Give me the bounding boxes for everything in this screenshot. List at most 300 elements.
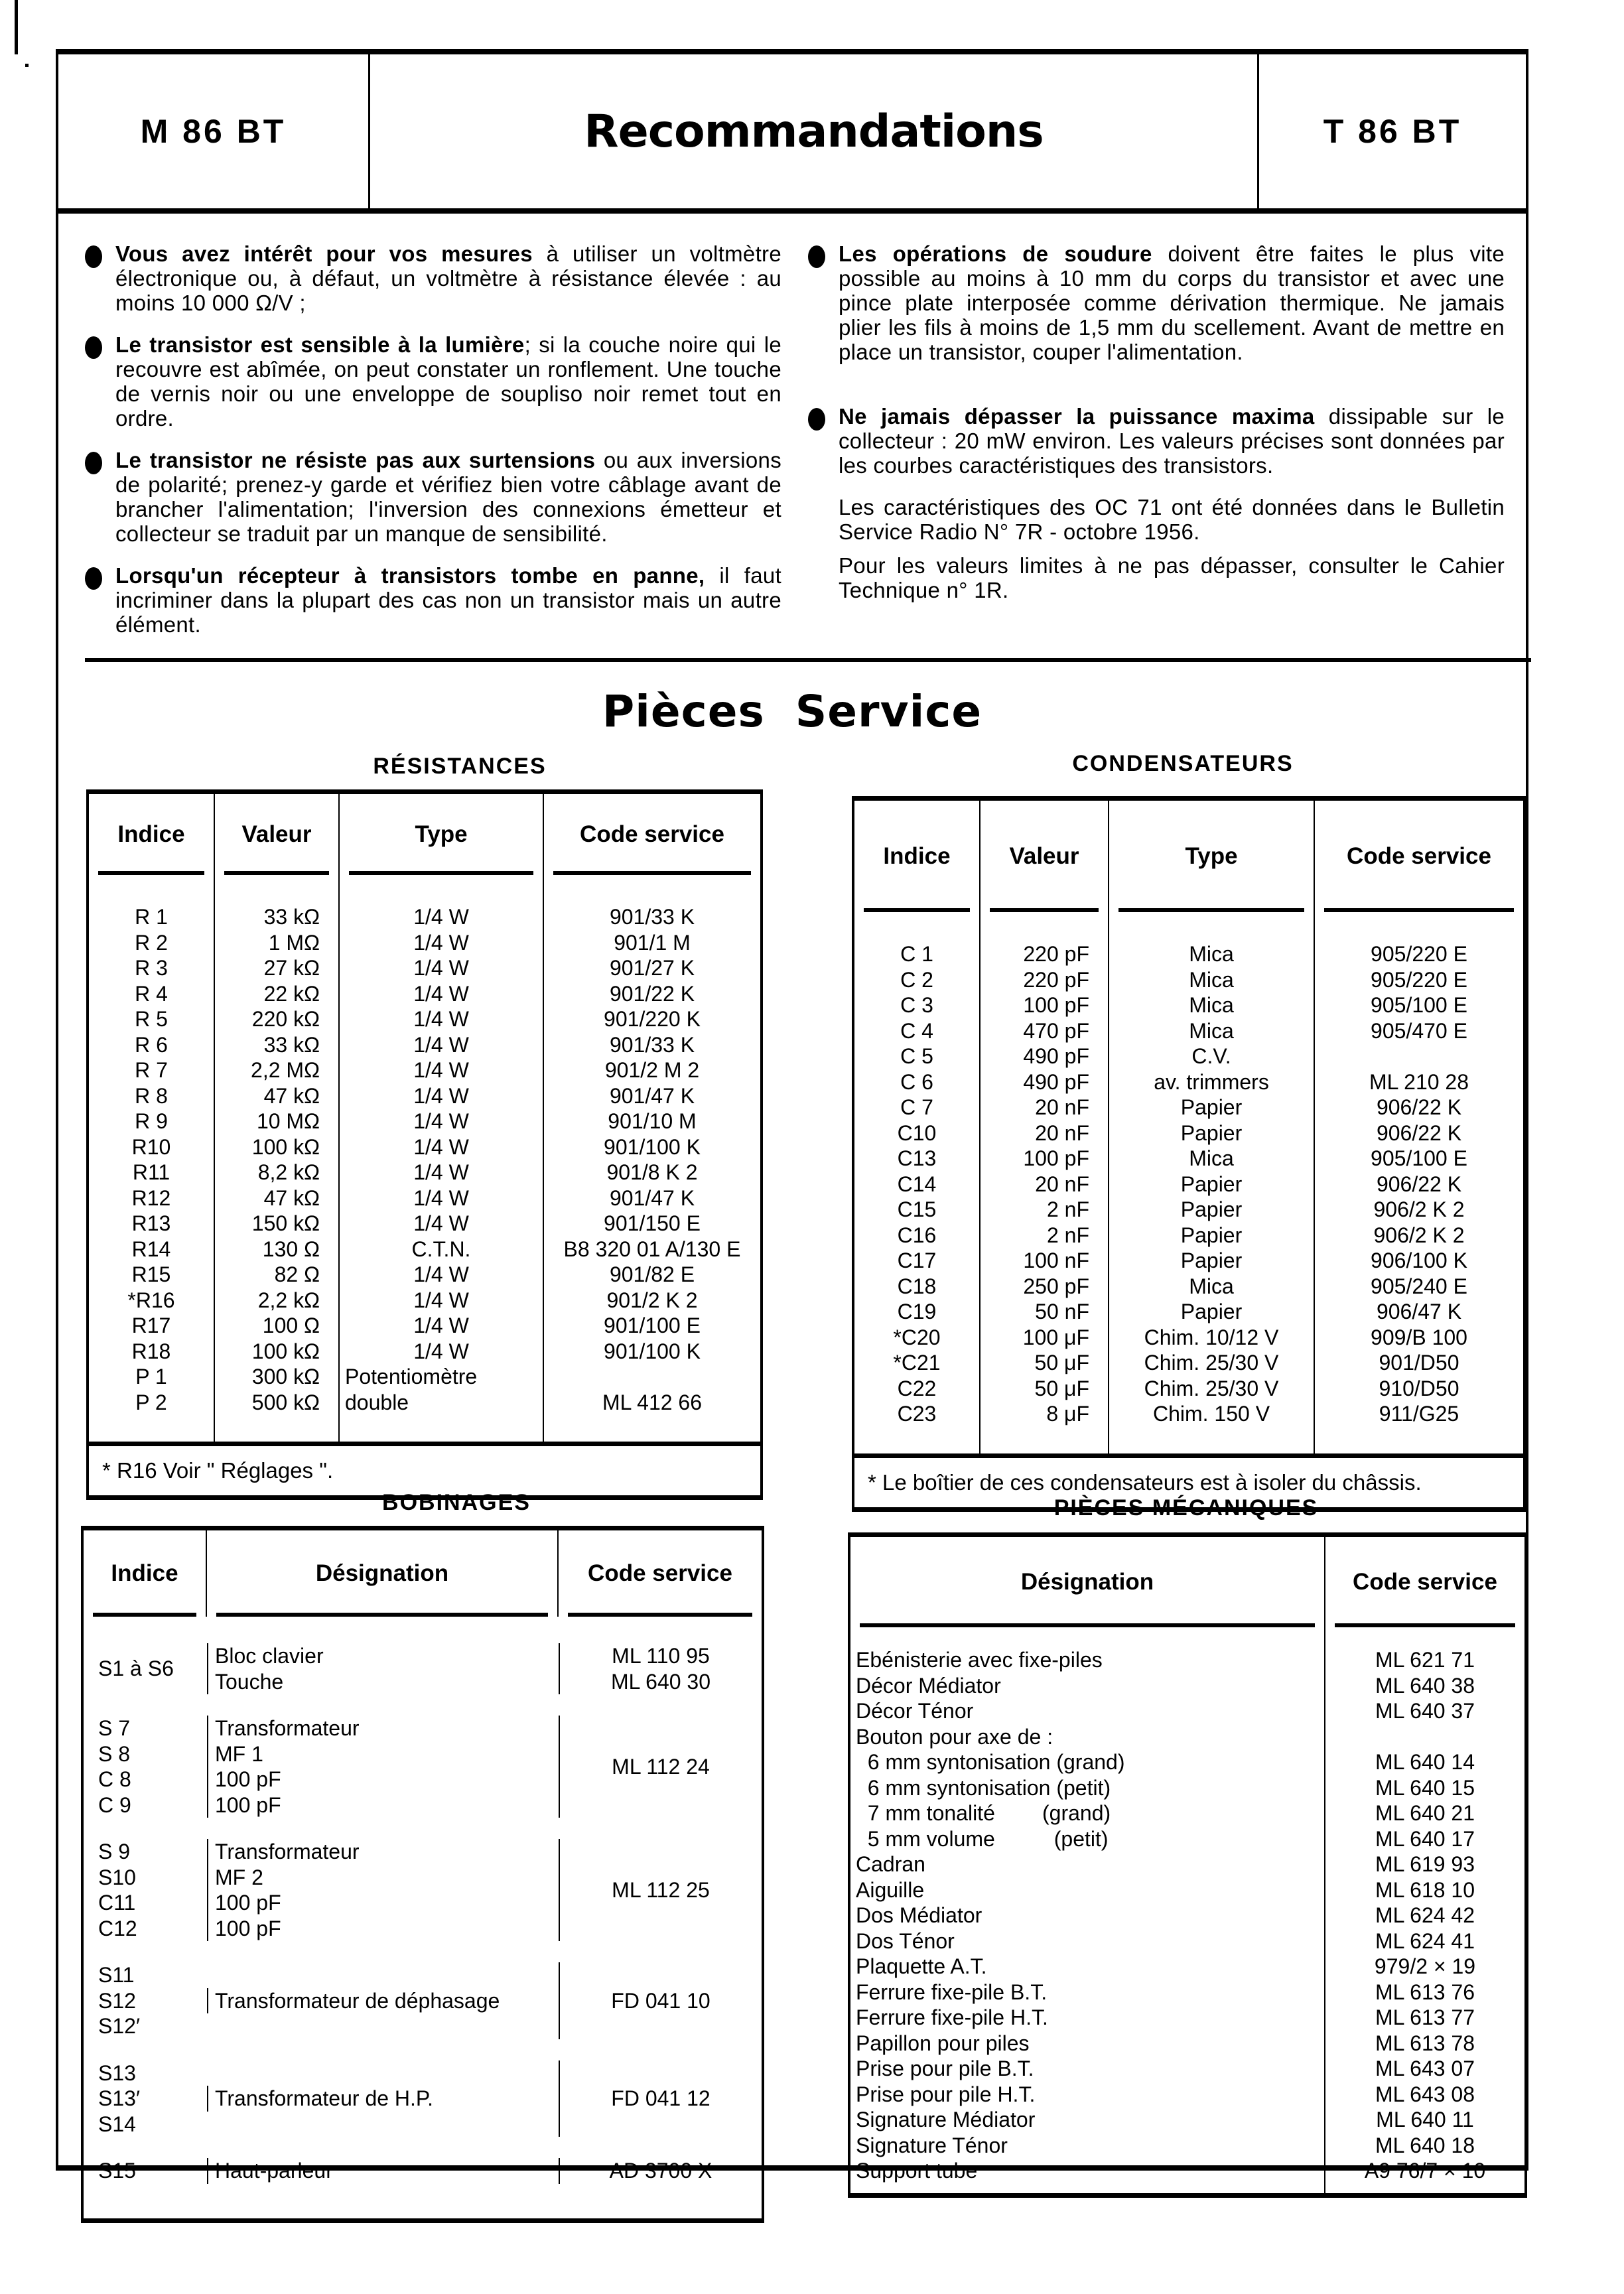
cell-indice: R14 [131, 1237, 171, 1261]
cell-valeur: 250 pF [1023, 1274, 1089, 1298]
cell-code: 905/220 E [1371, 967, 1467, 992]
col-code [1315, 912, 1523, 1453]
cell-valeur: 100 nF [1023, 1248, 1089, 1272]
recommendation-body: à utiliser un voltmètre électronique ou, à défaut, un voltmètre à résistance élevée : au moins 10 000 Ω/V ; [115, 241, 781, 315]
cell-code: 901/100 E [604, 1314, 701, 1337]
cell-indice: C17 [897, 1248, 937, 1272]
cell-designation: MF 1 [215, 1741, 263, 1766]
cell-code [544, 1364, 760, 1390]
col-header-code: Code service [544, 794, 760, 875]
cell-valeur: 2 nF [1046, 1223, 1089, 1247]
cell-valeur: 22 kΩ [263, 981, 320, 1006]
cell-indice: R 1 [135, 905, 168, 929]
cell-indice: P 2 [135, 1390, 167, 1414]
cell-indice: R17 [131, 1314, 171, 1337]
recommendation-body: doivent être faites le plus vite possible au moins à 10 mm du corps du transistor et avec une pince plate interposée comme dérivation thermique. Ne jamais plier les fils à moins de 1,5 mm du scellement. Avant de mettre en place un transistor, couper l'alimentation. [839, 241, 1505, 364]
cell-designation: Touche [215, 1669, 284, 1694]
cell-valeur: 50 nF [1035, 1300, 1089, 1323]
cell-type: Mica [1189, 1146, 1234, 1170]
col-header-indice: Indice [854, 801, 981, 912]
cell-designation: 5 mm volume (petit) [856, 1826, 1109, 1851]
cell-type: Mica [1189, 993, 1234, 1017]
cell-designation: Transformateur de H.P. [215, 2086, 434, 2110]
cell-indice: C22 [897, 1376, 937, 1400]
cell-code: 901/10 M [608, 1109, 697, 1133]
cell-type: 1/4 W [413, 1314, 469, 1337]
cell-code: ML 618 10 [1375, 1877, 1475, 1902]
cell-code: ML 640 18 [1375, 2133, 1475, 2157]
cell-code: 906/2 K 2 [1373, 1197, 1465, 1221]
cell-code: ML 643 07 [1375, 2057, 1475, 2080]
bobinage-group [84, 1716, 762, 1818]
cell-indice: S13 [98, 2060, 136, 2085]
bullet-icon [85, 332, 115, 431]
bobinage-group [84, 1962, 762, 2039]
cell-type: Papier [1180, 1300, 1243, 1323]
bobinages-table [81, 1526, 764, 2223]
scan-edge-mark [15, 0, 18, 54]
cell-code: 901/100 K [604, 1134, 701, 1159]
cell-designation: 6 mm syntonisation (grand) [856, 1750, 1125, 1774]
cell-type: Mica [1189, 942, 1234, 966]
cell-valeur: 220 kΩ [251, 1007, 320, 1031]
cell-indice: S12′ [98, 2014, 140, 2038]
cell-designation: Transformateur [215, 1716, 360, 1740]
cell-code: 901/8 K 2 [606, 1160, 698, 1184]
cell-type: 1/4 W [413, 981, 469, 1006]
cell-type: 1/4 W [413, 1211, 469, 1235]
cell-valeur: 300 kΩ [251, 1365, 320, 1388]
cell-designation: Dos Médiator [856, 1903, 982, 1927]
cell-indice: R 3 [135, 956, 168, 980]
cell-designation: Papillon pour piles [856, 2031, 1030, 2055]
page-title: Recommandations [370, 54, 1259, 208]
cell-type: 1/4 W [413, 1109, 469, 1133]
cell-code: ML 640 21 [1375, 1801, 1475, 1825]
col-type [1109, 912, 1315, 1453]
cell-code: 906/22 K [1376, 1120, 1462, 1145]
col-header-type: Type [1109, 801, 1315, 912]
cell-designation: Transformateur de déphasage [215, 1988, 500, 2013]
cell-type: Chim. 25/30 V [1144, 1351, 1279, 1375]
cell-type: Mica [1189, 1274, 1234, 1298]
cell-designation: 100 pF [215, 1792, 281, 1817]
col-code [544, 875, 760, 1442]
cell-type: Papier [1180, 1095, 1243, 1119]
cell-designation: 6 mm syntonisation (petit) [856, 1775, 1111, 1800]
bobinages-body [84, 1617, 762, 2218]
col-designation [850, 1627, 1325, 2193]
cell-code: A9 76/7 × 10 [1364, 2159, 1486, 2183]
cell-indice: C 9 [98, 1792, 131, 1817]
cell-type: 1/4 W [413, 1007, 469, 1031]
cell-code: ML 624 41 [1375, 1928, 1475, 1953]
cell-designation: Signature Médiator [856, 2108, 1036, 2131]
cell-indice: S11 [98, 1963, 135, 1987]
cell-type: Mica [1189, 1018, 1234, 1043]
cell-indice: C 5 [900, 1044, 933, 1068]
cell-designation: 100 pF [215, 1916, 281, 1940]
cell-valeur: 47 kΩ [263, 1185, 320, 1210]
resistances-body [89, 875, 760, 1442]
cell-code: 901/33 K [609, 1032, 695, 1057]
recommendations [85, 241, 1505, 699]
cell-code: ML 112 24 [612, 1754, 710, 1779]
cell-indice: R15 [131, 1262, 171, 1286]
cell-code [1315, 1044, 1523, 1069]
cell-valeur: 8,2 kΩ [257, 1160, 320, 1184]
recommendation-body: ou aux inversions de polarité; prenez-y garde et vérifiez bien votre câblage avant de brancher l'alimentation; l'inversion des connexions émetteur et collecteur se traduit par un manque de sensibilité. [115, 448, 781, 546]
cell-indice: C13 [897, 1146, 937, 1170]
cell-designation: Aiguille [856, 1877, 925, 1902]
oc71-note: Les caractéristiques des OC 71 ont été données dans le Bulletin Service Radio N° 7R - octobre 1956. [839, 495, 1505, 544]
cell-designation: Bloc clavier [215, 1644, 324, 1668]
recommendation-body: dissipable sur le collecteur : 20 mW environ. Les valeurs précises sont données par les courbes caractéristiques des transistors. [839, 404, 1505, 478]
condensateurs-body [854, 912, 1523, 1453]
cell-indice: S15 [98, 2159, 136, 2183]
cell-indice: R 9 [135, 1109, 168, 1133]
cell-code: 901/1 M [614, 930, 691, 955]
col-header-indice: Indice [84, 1530, 207, 1617]
cell-code: ML 640 38 [1375, 1673, 1475, 1698]
cell-valeur: 2 nF [1046, 1197, 1089, 1221]
cell-valeur: 470 pF [1023, 1018, 1089, 1043]
col-header-type: Type [340, 794, 544, 875]
cell-code: ML 640 37 [1375, 1699, 1475, 1723]
recommendation-lead: Vous avez intérêt pour vos mesures [115, 241, 533, 266]
recommendation-body: il faut incriminer dans la plupart des cas non un transistor mais un autre élément. [115, 563, 781, 637]
cell-type: 1/4 W [413, 1288, 469, 1312]
cahier-technique-note: Pour les valeurs limites à ne pas dépasser, consulter le Cahier Technique n° 1R. [839, 553, 1505, 602]
recommendation-item [808, 241, 1505, 364]
bobinage-group [84, 2158, 762, 2184]
col-header-valeur: Valeur [981, 801, 1109, 912]
bullet-icon [85, 241, 115, 315]
cell-type: Papier [1180, 1248, 1243, 1272]
cell-valeur: 220 pF [1023, 942, 1089, 966]
cell-indice: C15 [897, 1197, 937, 1221]
cell-indice: S14 [98, 2112, 136, 2136]
col-header-code: Code service [1315, 801, 1523, 912]
col-header-indice: Indice [89, 794, 215, 875]
cell-valeur: 20 nF [1035, 1120, 1089, 1145]
cell-designation: Décor Médiator [856, 1673, 1001, 1698]
cell-code: 901/33 K [609, 905, 695, 929]
cell-type: Papier [1180, 1197, 1243, 1221]
bullet-icon [85, 448, 115, 546]
cell-indice: *R16 [127, 1288, 175, 1312]
cell-valeur: 50 μF [1034, 1351, 1089, 1375]
cell-code: 901/47 K [609, 1185, 695, 1210]
bullet-icon [808, 241, 839, 364]
cell-indice: S 9 [98, 1840, 131, 1863]
model-left: M 86 BT [58, 54, 370, 208]
bullet-icon [808, 404, 839, 478]
cell-code: 905/220 E [1371, 942, 1467, 966]
cell-indice: C 3 [900, 993, 933, 1017]
pieces-mecaniques-title: PIÈCES MÉCANIQUES [1053, 1495, 1319, 1520]
cell-valeur: 2,2 kΩ [257, 1288, 320, 1312]
pieces-mecaniques-body [850, 1627, 1524, 2193]
cell-code: 906/47 K [1376, 1300, 1462, 1323]
cell-code: ML 624 42 [1375, 1903, 1475, 1927]
cell-code: 905/100 E [1371, 1146, 1467, 1170]
cell-code: ML 110 95 [612, 1644, 710, 1668]
cell-code: ML 643 08 [1375, 2082, 1475, 2106]
bobinage-group [84, 1839, 762, 1941]
cell-indice: R 4 [135, 981, 168, 1006]
cell-code: ML 621 71 [1375, 1648, 1475, 1672]
pieces-mecaniques-table [848, 1532, 1527, 2198]
model-right: T 86 BT [1323, 113, 1462, 150]
cell-type: C.T.N. [411, 1237, 471, 1261]
cell-indice: *C20 [893, 1325, 941, 1349]
cell-code: 906/22 K [1376, 1095, 1462, 1119]
cell-type: Potentiomètre [345, 1365, 478, 1388]
condensateurs-footnote: * Le boîtier de ces condensateurs est à isoler du châssis. [854, 1453, 1523, 1507]
cell-type: 1/4 W [413, 1083, 469, 1108]
cell-indice: C 1 [900, 942, 933, 966]
cell-indice: C23 [897, 1402, 937, 1426]
cell-code: ML 640 15 [1375, 1775, 1475, 1800]
section-divider [85, 658, 1531, 662]
bobinages-title: BOBINAGES [382, 1490, 531, 1515]
cell-type: av. trimmers [1154, 1069, 1269, 1094]
cell-indice: S12 [98, 1988, 136, 2013]
cell-indice: C 8 [98, 1767, 131, 1791]
cell-valeur: 1 MΩ [268, 930, 320, 955]
resistances-footnote: * R16 Voir " Réglages ". [89, 1442, 760, 1495]
cell-type: 1/4 W [413, 930, 469, 955]
cell-code: ML 613 77 [1375, 2005, 1475, 2029]
col-indice [89, 875, 215, 1442]
cell-designation: Transformateur [215, 1840, 360, 1863]
cell-valeur: 82 Ω [274, 1262, 320, 1286]
cell-type: Papier [1180, 1172, 1243, 1196]
cell-code: 901/22 K [609, 981, 695, 1006]
cell-code: 901/82 E [609, 1262, 695, 1286]
bullet-icon [85, 563, 115, 637]
cell-indice: C10 [897, 1120, 937, 1145]
cell-type: 1/4 W [413, 1160, 469, 1184]
cell-code [1325, 1724, 1524, 1750]
cell-indice: R10 [131, 1134, 171, 1159]
cell-designation: Prise pour pile H.T. [856, 2082, 1036, 2106]
cell-valeur: 47 kΩ [263, 1083, 320, 1108]
cell-designation: Ferrure fixe-pile H.T. [856, 2005, 1048, 2029]
condensateurs-table [852, 796, 1526, 1512]
cell-type: 1/4 W [413, 1339, 469, 1363]
cell-valeur: 500 kΩ [251, 1390, 320, 1414]
cell-indice: C18 [897, 1274, 937, 1298]
pieces-service-title: Pièces Service [602, 686, 982, 737]
cell-designation: Bouton pour axe de : [856, 1724, 1053, 1749]
cell-indice: R13 [131, 1211, 171, 1235]
cell-code: 901/100 K [604, 1339, 701, 1363]
cell-code: ML 640 30 [610, 1669, 711, 1694]
cell-code: 901/D50 [1379, 1351, 1459, 1375]
cell-type: 1/4 W [413, 956, 469, 980]
cell-indice: S10 [98, 1865, 136, 1889]
cell-code: 901/27 K [609, 956, 695, 980]
cell-code: 901/150 E [604, 1211, 701, 1235]
cell-valeur: 10 MΩ [256, 1109, 320, 1133]
col-code [1325, 1627, 1524, 2193]
bobinage-group [84, 2060, 762, 2137]
col-header-designation: Désignation [850, 1537, 1325, 1627]
cell-code: ML 210 28 [1369, 1069, 1469, 1094]
cell-type: Chim. 10/12 V [1144, 1325, 1279, 1349]
recommendation-item [85, 563, 781, 637]
recommendation-lead: Le transistor ne résiste pas aux surtensions [115, 448, 596, 472]
cell-code: 909/B 100 [1371, 1325, 1467, 1349]
cell-code: 906/100 K [1371, 1248, 1467, 1272]
cell-type: Papier [1180, 1223, 1243, 1247]
cell-valeur: 20 nF [1035, 1172, 1089, 1196]
cell-designation: Plaquette A.T. [856, 1954, 987, 1978]
cell-code: ML 640 14 [1375, 1750, 1475, 1774]
cell-valeur: 490 pF [1023, 1069, 1089, 1094]
cell-code: FD 041 10 [611, 1988, 710, 2013]
cell-designation: Cadran [856, 1852, 925, 1876]
cell-indice: *C21 [893, 1351, 941, 1375]
cell-indice: R 7 [135, 1058, 168, 1082]
cell-valeur: 27 kΩ [263, 956, 320, 980]
recommendation-item [85, 241, 781, 315]
cell-code: 905/470 E [1371, 1018, 1467, 1043]
cell-code: 906/2 K 2 [1373, 1223, 1465, 1247]
cell-designation: 100 pF [215, 1767, 281, 1791]
cell-valeur: 33 kΩ [263, 905, 320, 929]
cell-indice: S1 à S6 [98, 1656, 174, 1681]
col-header-designation: Désignation [207, 1530, 559, 1617]
cell-type: Papier [1180, 1120, 1243, 1145]
cell-indice: C19 [897, 1300, 937, 1323]
cell-type: Chim. 25/30 V [1144, 1376, 1279, 1400]
cell-indice: R 5 [135, 1007, 168, 1031]
recommendation-item [85, 332, 781, 431]
recommendation-item [808, 404, 1505, 478]
cell-indice: R 8 [135, 1083, 168, 1108]
cell-valeur: 150 kΩ [251, 1211, 320, 1235]
cell-code: ML 640 17 [1375, 1826, 1475, 1851]
cell-indice: S 7 [98, 1716, 131, 1740]
cell-code: 979/2 × 19 [1374, 1954, 1476, 1978]
cell-indice: R 2 [135, 930, 168, 955]
cell-code: 906/22 K [1376, 1172, 1462, 1196]
cell-type: 1/4 W [413, 1134, 469, 1159]
cell-indice: C 2 [900, 967, 933, 992]
cell-indice: R18 [131, 1339, 171, 1363]
cell-designation: Haut-parleur [215, 2159, 333, 2183]
cell-designation: Décor Ténor [856, 1699, 974, 1723]
cell-code: 901/47 K [609, 1083, 695, 1108]
cell-indice: R12 [131, 1185, 171, 1210]
cell-code: FD 041 12 [611, 2086, 710, 2110]
cell-indice: C14 [897, 1172, 937, 1196]
bobinage-group [84, 1643, 762, 1694]
cell-code: ML 112 25 [612, 1877, 710, 1902]
scan-dot [25, 64, 29, 67]
cell-valeur: 100 Ω [262, 1314, 320, 1337]
cell-indice: C 7 [900, 1095, 933, 1119]
col-type [340, 875, 544, 1442]
cell-valeur: 20 nF [1035, 1095, 1089, 1119]
recommendation-lead: Le transistor est sensible à la lumière [115, 332, 525, 357]
col-header-code: Code service [1325, 1537, 1524, 1627]
cell-code: 905/240 E [1371, 1274, 1467, 1298]
col-indice [854, 912, 981, 1453]
cell-code: B8 320 01 A/130 E [563, 1237, 741, 1261]
resistances-title: RÉSISTANCES [373, 754, 547, 779]
cell-valeur: 100 pF [1023, 993, 1089, 1017]
cell-indice: C11 [98, 1891, 136, 1915]
col-valeur [981, 912, 1109, 1453]
cell-type: 1/4 W [413, 905, 469, 929]
cell-designation: Signature Ténor [856, 2133, 1008, 2157]
cell-code: 905/100 E [1371, 993, 1467, 1017]
resistances-table [86, 789, 763, 1500]
cell-designation: Dos Ténor [856, 1928, 955, 1953]
cell-indice: C16 [897, 1223, 937, 1247]
cell-type: 1/4 W [413, 1185, 469, 1210]
cell-indice: C 4 [900, 1018, 933, 1043]
recommendations-left [85, 241, 781, 699]
cell-code: 901/2 M 2 [604, 1058, 700, 1082]
cell-code: AD 3700 X [609, 2159, 712, 2183]
page-header [58, 49, 1526, 214]
cell-valeur: 220 pF [1023, 967, 1089, 992]
cell-code: 901/220 K [604, 1007, 701, 1031]
cell-type: Chim. 150 V [1152, 1402, 1270, 1426]
cell-indice: P 1 [135, 1365, 167, 1388]
cell-valeur: 130 Ω [262, 1237, 320, 1261]
cell-code: ML 613 76 [1375, 1980, 1475, 2004]
cell-code: 910/D50 [1379, 1376, 1459, 1400]
cell-indice: C12 [98, 1916, 137, 1940]
cell-designation: 100 pF [215, 1891, 281, 1915]
page-frame [56, 49, 1528, 2183]
cell-valeur: 100 pF [1023, 1146, 1089, 1170]
recommendation-item [85, 448, 781, 546]
cell-code: 901/2 K 2 [606, 1288, 698, 1312]
cell-designation: Ebénisterie avec fixe-piles [856, 1648, 1103, 1672]
cell-type: 1/4 W [413, 1032, 469, 1057]
cell-type: Mica [1189, 967, 1234, 992]
cell-code: ML 619 93 [1375, 1852, 1475, 1876]
cell-type: 1/4 W [413, 1262, 469, 1286]
recommendations-right [808, 241, 1505, 699]
cell-code: ML 640 11 [1376, 2108, 1474, 2131]
cell-valeur: 8 μF [1046, 1402, 1089, 1426]
cell-code: 911/G25 [1379, 1402, 1459, 1426]
cell-valeur: 2,2 MΩ [251, 1058, 320, 1082]
cell-indice: S13′ [98, 2086, 140, 2110]
col-header-code: Code service [559, 1530, 762, 1617]
cell-indice: R 6 [135, 1032, 168, 1057]
recommendation-lead: Lorsqu'un récepteur à transistors tombe en panne, [115, 563, 705, 588]
cell-valeur: 100 μF [1022, 1325, 1089, 1349]
cell-code: ML 412 66 [602, 1390, 703, 1414]
cell-type: C.V. [1191, 1044, 1231, 1068]
recommendation-lead: Ne jamais dépasser la puissance maxima [839, 404, 1315, 429]
condensateurs-title: CONDENSATEURS [1072, 751, 1294, 776]
cell-designation: MF 2 [215, 1865, 263, 1889]
cell-indice: C 6 [900, 1069, 933, 1094]
cell-valeur: 490 pF [1023, 1044, 1089, 1068]
cell-designation: Prise pour pile B.T. [856, 2057, 1034, 2080]
cell-designation: Ferrure fixe-pile B.T. [856, 1980, 1048, 2004]
